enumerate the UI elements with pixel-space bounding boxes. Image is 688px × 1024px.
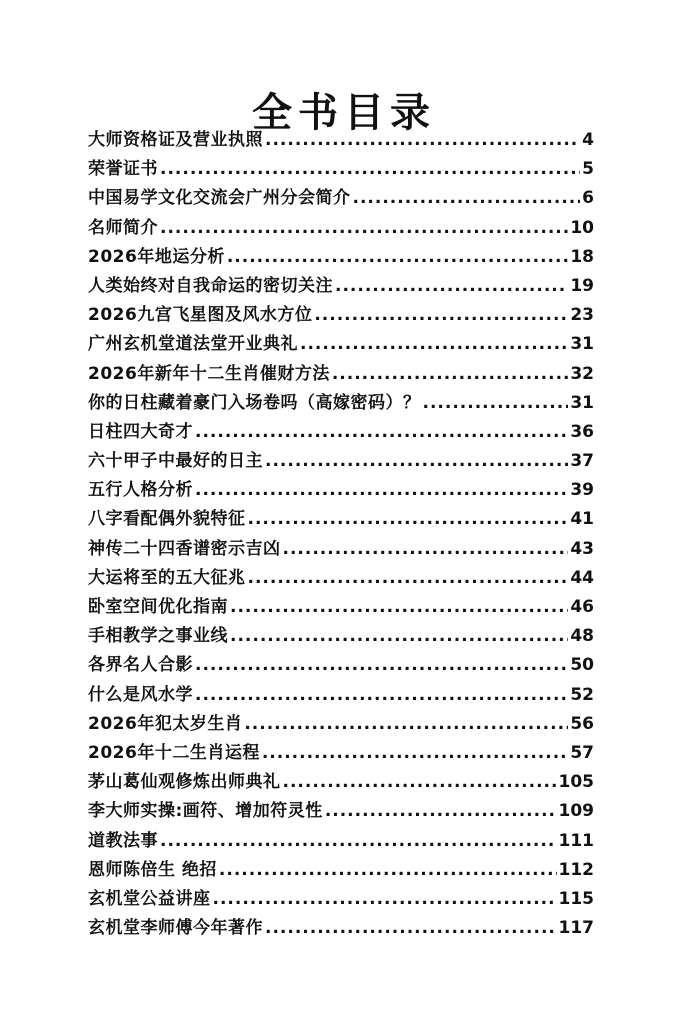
toc-entry [88,856,594,885]
toc-entry-page-number: 36 [570,421,594,442]
toc-entry [88,914,594,943]
toc-dot-leader [423,389,569,418]
toc-entry [88,651,594,680]
toc-dot-leader [265,447,568,476]
toc-dot-leader [195,681,568,710]
toc-entry [88,622,594,651]
toc-entry [88,389,594,418]
toc-dot-leader [213,885,557,914]
toc-entry [88,476,594,505]
toc-entry-title: 人类始终对自我命运的密切关注 [88,275,333,296]
toc-entry-page-number: 117 [558,918,594,939]
toc-dot-leader [300,330,568,359]
toc-entry [88,797,594,826]
toc-dot-leader [248,505,569,534]
toc-entry [88,360,594,389]
toc-entry-title: 广州玄机堂道法堂开业典礼 [88,334,298,355]
toc-entry-page-number: 115 [558,888,594,909]
toc-dot-leader [195,418,568,447]
toc-entry-page-number: 50 [570,655,594,676]
toc-entry-title: 大师资格证及营业执照 [88,130,263,150]
toc-entry [88,681,594,710]
toc-dot-leader [230,622,568,651]
toc-dot-leader [244,710,568,739]
toc-entry-page-number: 57 [570,742,594,763]
toc-dot-leader [230,593,568,622]
toc-entry-title: 2026年十二生肖运程 [88,742,260,763]
toc-entry-title: 中国易学文化交流会广州分会简介 [88,188,351,209]
toc-entry [88,885,594,914]
toc-entry [88,155,594,184]
toc-entry-title: 六十甲子中最好的日主 [88,451,263,472]
toc-entry [88,564,594,593]
toc-entry-title: 什么是风水学 [88,684,193,705]
toc-entry-title: 手相教学之事业线 [88,626,228,647]
toc-entry-title: 玄机堂公益讲座 [88,888,211,909]
toc-entry [88,243,594,272]
toc-entry-page-number: 23 [570,305,594,326]
toc-entry-title: 日柱四大奇才 [88,421,193,442]
toc-entry-page-number: 37 [570,451,594,472]
toc-entry [88,447,594,476]
toc-dot-leader [160,827,557,856]
toc-entry-title: 大运将至的五大征兆 [88,567,246,588]
toc-dot-leader [335,272,568,301]
toc-entry-title: 你的日柱藏着豪门入场卷吗（高嫁密码）？ [88,392,421,413]
toc-entry-page-number: 52 [570,684,594,705]
toc-dot-leader [283,535,569,564]
toc-dot-leader [314,301,568,330]
toc-dot-leader [265,126,580,155]
toc-entry [88,126,594,155]
toc-dot-leader [195,476,568,505]
toc-entry [88,710,594,739]
toc-entry [88,768,594,797]
toc-entry-title: 卧室空间优化指南 [88,597,228,617]
toc-entry-title: 名师简介 [88,217,158,238]
toc-entry [88,535,594,564]
page-title: 全书目录 [252,89,436,136]
toc-entry [88,505,594,534]
table-of-contents [88,126,594,943]
toc-entry-page-number: 18 [570,246,594,267]
toc-entry-page-number: 44 [570,567,594,588]
toc-entry-title: 五行人格分析 [88,480,193,501]
toc-entry-title: 荣誉证书 [88,159,158,180]
toc-entry-title: 茅山葛仙观修炼出师典礼 [88,772,281,793]
toc-entry-page-number: 31 [570,392,594,413]
toc-entry-title: 神传二十四香谱密示吉凶 [88,538,281,559]
toc-dot-leader [248,564,569,593]
toc-entry-title: 各界名人合影 [88,655,193,676]
toc-dot-leader [325,797,557,826]
toc-entry-page-number: 46 [570,597,594,617]
toc-entry-title: 李大师实操:画符、增加符灵性 [88,801,323,822]
toc-entry-title: 2026年新年十二生肖催财方法 [88,363,330,384]
toc-entry-title: 2026年地运分析 [88,246,225,267]
toc-entry-title: 道教法事 [88,830,158,851]
toc-entry-title: 2026九宫飞星图及风水方位 [88,305,313,326]
toc-entry-page-number: 6 [582,188,594,209]
toc-dot-leader [332,360,569,389]
toc-entry [88,827,594,856]
toc-entry-page-number: 39 [570,480,594,501]
toc-entry-page-number: 31 [570,334,594,355]
toc-entry-page-number: 105 [558,772,594,793]
toc-entry [88,593,594,622]
toc-entry [88,301,594,330]
toc-dot-leader [195,651,568,680]
toc-dot-leader [227,243,569,272]
toc-entry [88,184,594,213]
toc-entry [88,330,594,359]
toc-entry-page-number: 32 [570,363,594,384]
toc-entry-page-number: 56 [570,713,594,734]
toc-entry-page-number: 5 [582,159,594,180]
toc-dot-leader [160,214,568,243]
toc-entry-page-number: 111 [558,830,594,851]
toc-entry-page-number: 109 [558,801,594,822]
toc-entry-page-number: 10 [570,217,594,238]
toc-entry [88,418,594,447]
toc-entry-page-number: 4 [582,130,594,150]
toc-dot-leader [160,155,580,184]
toc-entry-page-number: 41 [570,509,594,530]
toc-entry-title: 2026年犯太岁生肖 [88,713,243,734]
toc-entry-page-number: 48 [570,626,594,647]
toc-entry [88,739,594,768]
toc-entry-title: 八字看配偶外貌特征 [88,509,246,530]
toc-entry-title: 玄机堂李师傅今年著作 [88,918,263,939]
toc-entry [88,214,594,243]
toc-dot-leader [283,768,557,797]
toc-entry-page-number: 19 [570,275,594,296]
toc-entry-title: 恩师陈倍生 绝招 [88,859,217,880]
toc-dot-leader [262,739,569,768]
toc-entry-page-number: 43 [570,538,594,559]
toc-dot-leader [265,914,557,943]
toc-entry-page-number: 112 [558,859,594,880]
toc-dot-leader [353,184,581,213]
toc-entry [88,272,594,301]
toc-dot-leader [219,856,557,885]
